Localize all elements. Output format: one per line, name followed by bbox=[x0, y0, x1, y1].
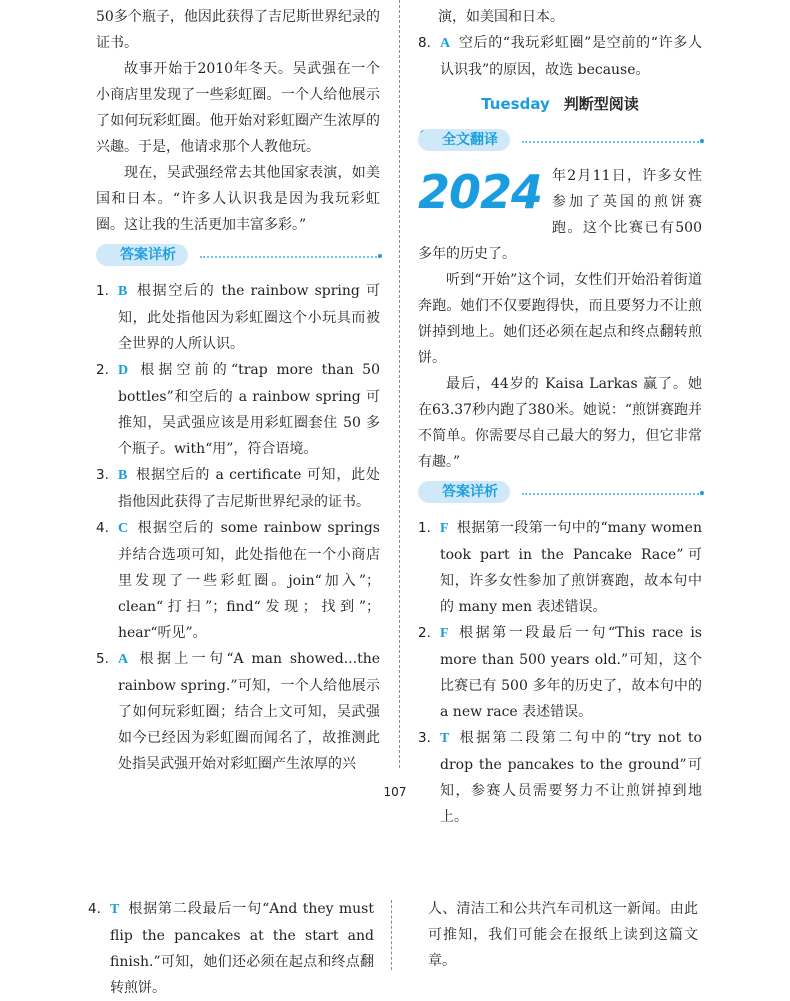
answer-section-label-right: 答案详析 bbox=[418, 481, 510, 503]
answer-text: 根据第一段最后一句“This race is more than 500 years old.”可知，这个比赛已有 500 多年的历史了，故本句中的 a new race 表述错误。 bbox=[440, 625, 702, 720]
answer-letter: B bbox=[118, 284, 128, 299]
answer-section-header-left bbox=[96, 242, 380, 268]
next-page-right-text: 人、清洁工和公共汽车司机这一新闻。由此可推知，我们可能会在报纸上读到这篇文章。 bbox=[428, 901, 698, 969]
answer-item-8 bbox=[418, 30, 702, 83]
column-divider bbox=[399, 0, 400, 768]
answer-letter: F bbox=[440, 626, 449, 641]
answer-number: 1. bbox=[418, 520, 431, 536]
answer-item bbox=[96, 646, 380, 777]
answer-text: 根据第二段第二句中的“try not to drop the pancakes to the ground”可知，参赛人员需要努力不让煎饼掉到地上。 bbox=[440, 730, 702, 825]
translation-body bbox=[418, 163, 702, 475]
answer-number: 3. bbox=[418, 730, 431, 746]
right-continuation: 演，如美国和日本。 bbox=[438, 9, 564, 25]
answer-item bbox=[96, 515, 380, 646]
answer-number: 5. bbox=[96, 651, 109, 667]
translation-para-3: 最后，44岁的 Kaisa Larkas 赢了。她在63.37秒内跑了380米。她说：“煎饼赛跑并不简单。你需要尽自己最大的努力，但它非常有趣。” bbox=[418, 376, 702, 470]
dotted-rule bbox=[522, 493, 702, 495]
answer-section-label-left: 答案详析 bbox=[96, 244, 188, 266]
answer-text: 根据空后的 a certificate 可知，此处指他因此获得了吉尼斯世界纪录的证书。 bbox=[118, 467, 380, 510]
answer-number: 4. bbox=[96, 520, 109, 536]
answer-text: 根据第二段最后一句“And they must flip the pancakes at the start and finish.”可知，她们还必须在起点和终点翻转煎饼。 bbox=[110, 901, 374, 996]
answer-item bbox=[418, 515, 702, 620]
answer-number: 2. bbox=[418, 625, 431, 641]
answer-number: 2. bbox=[96, 362, 109, 378]
answer-letter: D bbox=[118, 363, 129, 378]
answer-text: 根据第一段第一句中的“many women took part in the Pancake Race”可知，许多女性参加了煎饼赛跑，故本句中的 many men 表述错误。 bbox=[440, 520, 702, 615]
answer-item bbox=[88, 896, 374, 1001]
answer-number: 4. bbox=[88, 901, 101, 917]
answer-text: 根据上一句“A man showed...the rainbow spring.”可知，一个人给他展示了如何玩彩虹圈；结合上文可知，吴武强如今已经因为彩虹圈而闻名了，故推测此处指吴武强开始对彩虹圈产生浓厚的兴 bbox=[118, 651, 380, 772]
answer-text: 根据空后的 the rainbow spring 可知，此处指他因为彩虹圈这个小玩具而被全世界的人所认识。 bbox=[118, 283, 380, 352]
answer-text: 根据空后的 some rainbow springs 并结合选项可知，此处指他在一个小商店里发现了一些彩虹圈。join“加入”；clean“打扫”；find“发现；找到”；hear“听见”。 bbox=[118, 520, 380, 641]
answer-letter: B bbox=[118, 468, 128, 483]
answer-item bbox=[418, 725, 702, 830]
answer-item bbox=[418, 620, 702, 725]
left-para-2: 故事开始于2010年冬天。吴武强在一个小商店里发现了一些彩虹圈。一个人给他展示了如何玩彩虹圈。他开始对彩虹圈产生浓厚的兴趣。于是，他请求那个人教他玩。 bbox=[96, 61, 380, 155]
answer-number: 8. bbox=[418, 35, 431, 51]
left-para-1: 50多个瓶子，他因此获得了吉尼斯世界纪录的证书。 bbox=[96, 9, 380, 51]
answer-letter: A bbox=[118, 652, 129, 667]
translation-section-label: 全文翻译 bbox=[418, 129, 510, 151]
reading-type-label: 判断型阅读 bbox=[563, 95, 639, 113]
section-heading bbox=[418, 91, 702, 117]
day-label: Tuesday bbox=[481, 95, 550, 113]
translation-section-header bbox=[418, 127, 702, 153]
left-column bbox=[96, 4, 380, 777]
answer-number: 1. bbox=[96, 283, 109, 299]
dotted-rule bbox=[522, 141, 702, 143]
right-answer-list bbox=[418, 515, 702, 830]
answer-section-header-right bbox=[418, 479, 702, 505]
answer-letter: F bbox=[440, 521, 449, 536]
answer-item bbox=[96, 462, 380, 515]
right-column bbox=[418, 4, 702, 830]
answer-letter: T bbox=[440, 731, 450, 746]
answer-letter: C bbox=[118, 521, 129, 536]
answer-letter: A bbox=[440, 36, 451, 51]
left-answer-list bbox=[96, 278, 380, 777]
translation-para-1: 年2月11日，许多女性参加了英国的煎饼赛跑。这个比赛已有500多年的历史了。 bbox=[418, 168, 702, 262]
answer-item bbox=[96, 357, 380, 462]
answer-number: 3. bbox=[96, 467, 109, 483]
translation-para-2: 听到“开始”这个词，女性们开始沿着街道奔跑。她们不仅要跑得快，而且要努力不让煎饼掉到地上。她们还必须在起点和终点翻转煎饼。 bbox=[418, 272, 702, 366]
left-para-3: 现在，吴武强经常去其他国家表演，如美国和日本。“许多人认识我是因为我玩彩虹圈。这让我的生活更加丰富多彩。” bbox=[96, 165, 380, 233]
answer-letter: T bbox=[110, 902, 120, 917]
dotted-rule bbox=[200, 256, 380, 258]
next-page-column-divider bbox=[391, 900, 392, 970]
next-page-right-column bbox=[428, 896, 698, 974]
page-number: 107 bbox=[383, 785, 407, 799]
answer-text: 空后的“我玩彩虹圈”是空前的“许多人认识我”的原因，故选 because。 bbox=[440, 35, 702, 78]
next-page-left-column bbox=[88, 896, 374, 1001]
year-dropcap: 2024 bbox=[418, 165, 543, 219]
answer-text: 根据空前的“trap more than 50 bottles”和空后的 a rainbow spring 可推知，吴武强应该是用彩虹圈套住 50 多个瓶子。with“用”，符合语境。 bbox=[118, 362, 380, 457]
answer-item bbox=[96, 278, 380, 357]
